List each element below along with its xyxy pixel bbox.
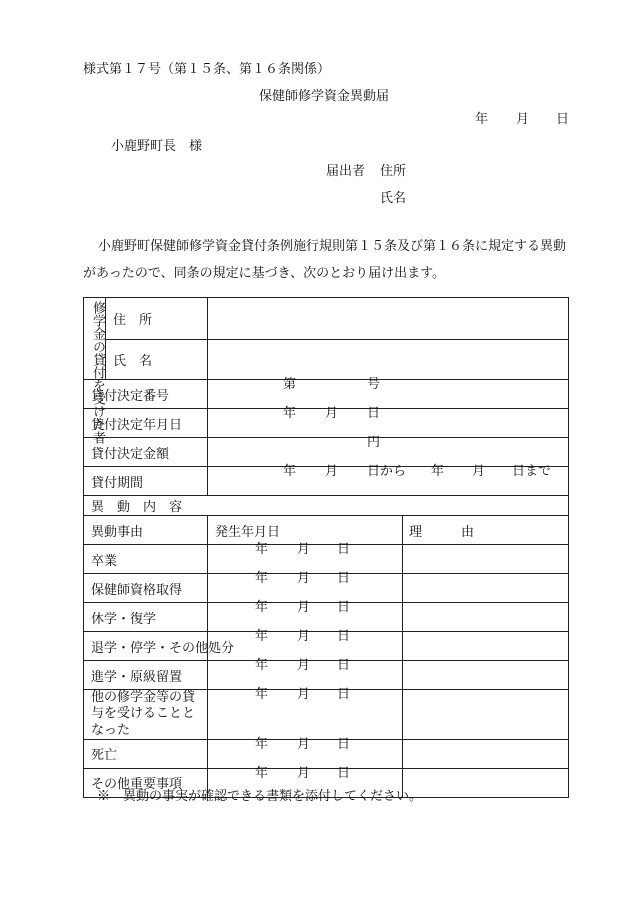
change-cause-field[interactable] [403,545,569,574]
intro-line-2: があったので、同条の規定に基づき、次のとおり届け出ます。 [83,266,446,281]
change-date-field[interactable]: 年 月 日 [208,603,403,632]
change-cause-field[interactable] [403,603,569,632]
borrower-name-field[interactable] [208,340,569,380]
col-header-reason: 異動事由 [84,516,208,545]
change-cause-field[interactable] [403,690,569,740]
borrower-name-label: 氏 名 [106,340,208,380]
changes-section-title: 異 動 内 容 [84,496,569,516]
attachment-note: ※ 異動の事実が確認できる書類を添付してください。 [97,789,423,804]
addressee: 小鹿野町長 様 [111,139,203,154]
change-date-field[interactable]: 年 月 日 [208,632,403,661]
col-header-cause: 理 由 [403,516,569,545]
change-reason: 進学・原級留置 [84,661,208,690]
intro-line-1: 小鹿野町保健師修学資金貸付条例施行規則第１５条及び第１６条に規定する異動 [98,239,567,254]
change-reason: 退学・停学・その他処分 [84,632,208,661]
address-label: 住所 [380,164,407,179]
loan-period-field[interactable]: 年 月 日から 年 月 日まで [208,467,569,496]
loan-amount-field[interactable]: 円 [208,438,569,467]
loan-amount-label: 貸付決定金額 [84,438,208,467]
change-cause-field[interactable] [403,632,569,661]
change-date-field[interactable]: 年 月 日 [208,661,403,690]
loan-number-label: 貸付決定番号 [84,380,208,409]
loan-number-field[interactable]: 第 号 [208,380,569,409]
col-header-date: 発生年月日 [208,516,403,545]
borrower-side-label: 修学金の貸付を受けた者 [84,298,106,380]
change-report-table [83,297,569,798]
change-date-field[interactable]: 年 月 日 [208,768,403,797]
change-reason: 他の修学金等の貸与を受けることとなった [84,690,208,740]
change-cause-field[interactable] [403,739,569,768]
change-date-field[interactable]: 年 月 日 [208,545,403,574]
change-date-field[interactable]: 年 月 日 [208,574,403,603]
date-day: 日 [556,112,570,127]
change-date-field[interactable]: 年 月 日 [208,739,403,768]
loan-date-field[interactable]: 年 月 日 [208,409,569,438]
name-label: 氏名 [380,191,407,206]
change-reason: 卒業 [84,545,208,574]
date-month: 月 [516,112,530,127]
applicant-label: 届出者 [326,164,366,179]
change-reason: 休学・復学 [84,603,208,632]
change-cause-field[interactable] [403,768,569,797]
loan-date-label: 貸付決定年月日 [84,409,208,438]
date-year: 年 [475,112,489,127]
change-reason: 死亡 [84,739,208,768]
change-reason: 保健師資格取得 [84,574,208,603]
change-cause-field[interactable] [403,574,569,603]
borrower-address-label: 住 所 [106,298,208,340]
loan-period-label: 貸付期間 [84,467,208,496]
document-title: 保健師修学資金異動届 [259,89,390,104]
change-reason: その他重要事項 [84,768,208,797]
change-date-field[interactable]: 年 月 日 [208,690,403,740]
borrower-address-field[interactable] [208,298,569,340]
change-cause-field[interactable] [403,661,569,690]
form-number: 様式第１７号（第１５条、第１６条関係） [83,62,331,77]
